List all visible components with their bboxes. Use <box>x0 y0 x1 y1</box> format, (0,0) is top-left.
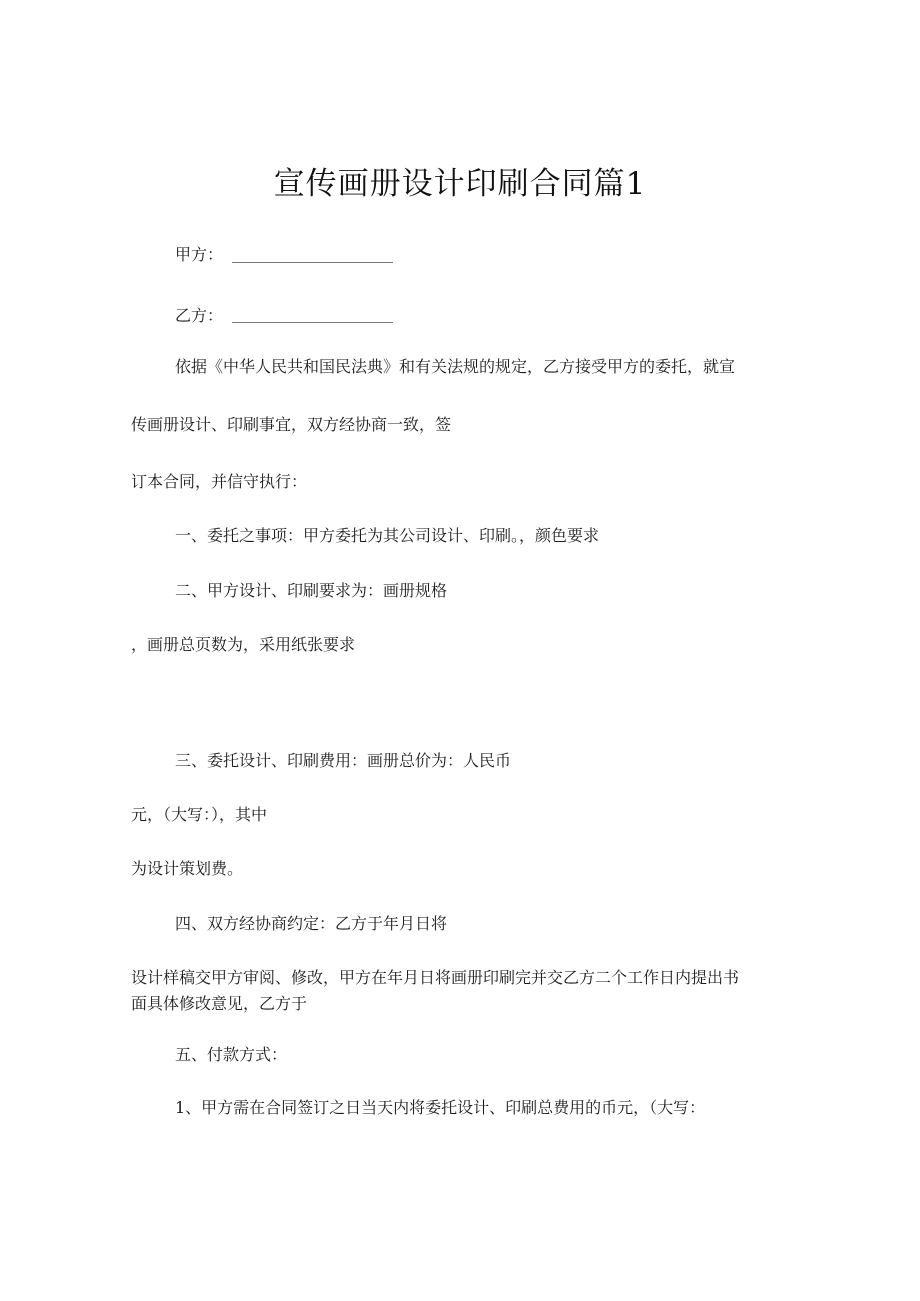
paragraph-9: 为设计策划费。 <box>131 859 244 878</box>
paragraph-5: 二、甲方设计、印刷要求为：画册规格 <box>175 581 448 600</box>
paragraph-3: 订本合同，并信守执行： <box>131 472 308 491</box>
document-title: 宣传画册设计印刷合同篇1 <box>273 166 647 202</box>
paragraph-4: 一、委托之事项：甲方委托为其公司设计、印刷。，颜色要求 <box>175 526 600 545</box>
paragraph-13: 五、付款方式： <box>175 1045 288 1064</box>
paragraph-7: 三、委托设计、印刷费用：画册总价为：人民币 <box>175 751 512 770</box>
party-b-label: 乙方： <box>175 306 224 325</box>
party-b-line <box>175 305 223 327</box>
paragraph-14: 1、甲方需在合同签订之日当天内将委托设计、印刷总费用的币元，（大写： <box>175 1098 706 1117</box>
paragraph-10: 四、双方经协商约定：乙方于年月日将 <box>175 914 448 933</box>
party-a-label: 甲方： <box>175 245 224 264</box>
paragraph-6: ，画册总页数为，采用纸张要求 <box>131 635 356 654</box>
paragraph-11: 设计样稿交甲方审阅、修改，甲方在年月日将画册印刷完并交乙方二个工作日内提出书 <box>131 968 740 987</box>
party-b-blank <box>232 322 393 323</box>
paragraph-1: 依据《中华人民共和国民法典》和有关法规的规定，乙方接受甲方的委托，就宣 <box>175 357 736 376</box>
paragraph-2: 传画册设计、印刷事宜，双方经协商一致，签 <box>131 415 452 434</box>
paragraph-12: 面具体修改意见，乙方于 <box>131 994 308 1013</box>
paragraph-8: 元，（大写：），其中 <box>131 805 268 824</box>
party-a-line <box>175 244 223 266</box>
party-a-blank <box>232 262 393 263</box>
